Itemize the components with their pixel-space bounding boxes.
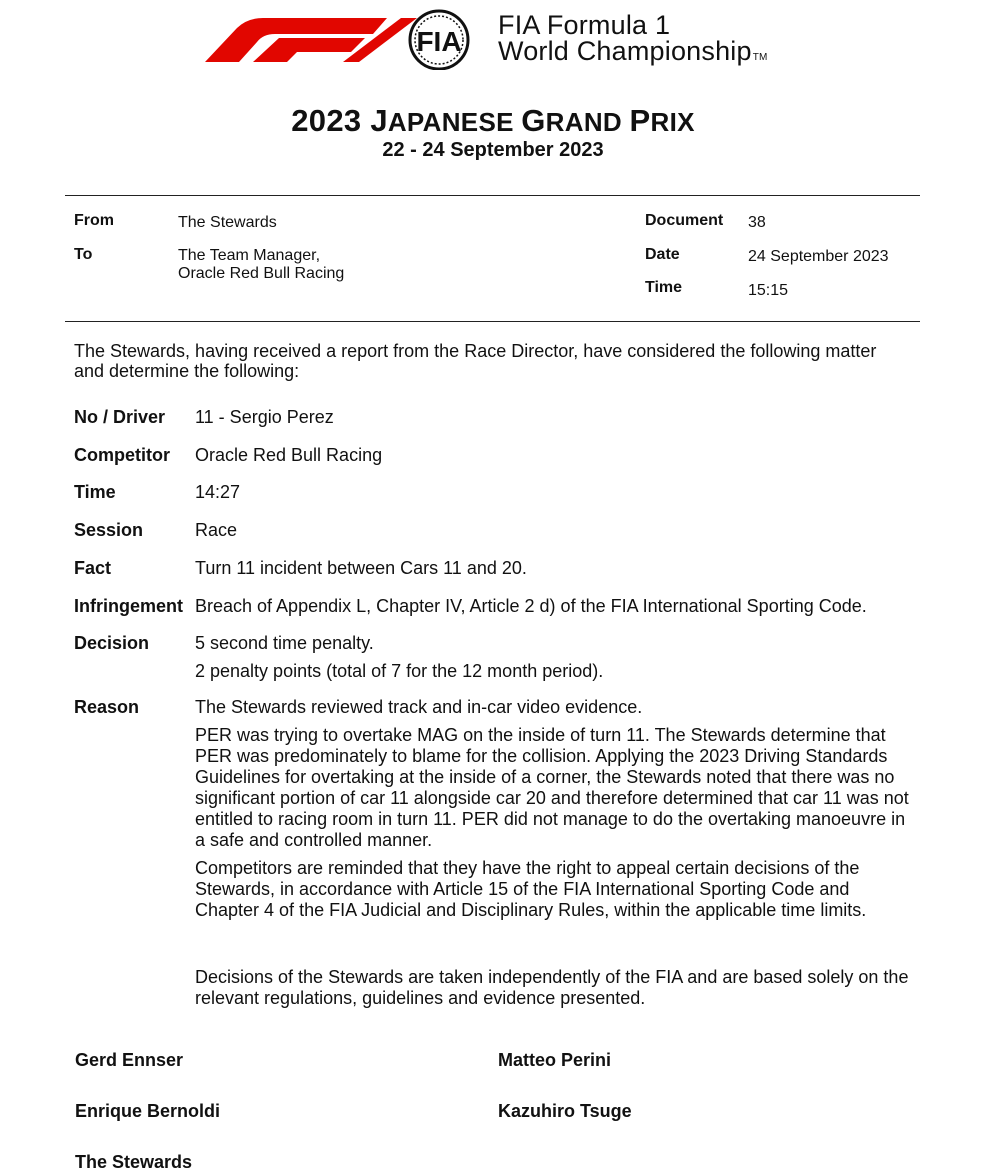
competitor-value: Oracle Red Bull Racing <box>195 445 383 465</box>
reason-value <box>195 697 909 921</box>
date-value: 24 September 2023 <box>748 248 889 265</box>
date-label: Date <box>645 246 680 263</box>
trademark: TM <box>752 52 768 63</box>
decision-line2: 2 penalty points (total of 7 for the 12 month period). <box>195 661 604 681</box>
brand-line1: FIA Formula 1 <box>498 10 671 40</box>
brand-line2: World Championship <box>498 36 752 66</box>
steward-name-2: Matteo Perini <box>498 1050 612 1070</box>
event-title: 2023 JAPANESE GRAND PRIX <box>291 103 695 138</box>
steward-name-1: Gerd Ennser <box>75 1050 184 1070</box>
steward-name-4: Kazuhiro Tsuge <box>498 1101 632 1121</box>
svg-text:FIA: FIA <box>416 26 462 57</box>
incident-time-value: 14:27 <box>195 482 241 502</box>
session-label: Session <box>74 520 144 540</box>
infringement-value: Breach of Appendix L, Chapter IV, Article 2 d) of the FIA International Sporting Code. <box>195 596 867 616</box>
session-value: Race <box>195 520 238 540</box>
fact-value: Turn 11 incident between Cars 11 and 20. <box>195 558 527 578</box>
decision-label: Decision <box>74 633 150 653</box>
from-value: The Stewards <box>178 214 277 231</box>
intro-text: The Stewards, having received a report from the Race Director, have considered the following matter and determine the following: <box>74 341 877 381</box>
to-value <box>178 247 344 283</box>
time-label: Time <box>645 279 683 296</box>
to-label: To <box>74 246 93 263</box>
fact-label: Fact <box>74 558 112 578</box>
fia-emblem-icon <box>410 11 468 69</box>
divider-bottom <box>65 321 920 322</box>
incident-time-label: Time <box>74 482 116 502</box>
document-label: Document <box>645 212 724 229</box>
competitor-label: Competitor <box>74 445 170 465</box>
infringement-label: Infringement <box>74 596 184 616</box>
decision-line1: 5 second time penalty. <box>195 633 374 653</box>
steward-name-3: Enrique Bernoldi <box>75 1101 221 1121</box>
stewards-signature-footer: The Stewards <box>75 1152 193 1172</box>
to-value-line2: Oracle Red Bull Racing <box>178 265 345 282</box>
divider-top <box>65 195 920 196</box>
brand-wordmark <box>498 12 768 71</box>
event-dates: 22 - 24 September 2023 <box>382 139 604 161</box>
reason-paragraph-3: Competitors are reminded that they have the right to appeal certain decisions of the Stewards, in accordance with Article 15 of the FIA International Sporting Code and Chapter 4 of the FIA Judicial and Disciplinary Rules, within the applicable time limits. <box>195 858 867 920</box>
to-value-line1: The Team Manager, <box>178 247 321 264</box>
reason-label: Reason <box>74 697 140 717</box>
decision-value <box>195 633 915 682</box>
document-value: 38 <box>748 214 766 231</box>
time-value: 15:15 <box>748 282 789 299</box>
reason-paragraph-1: The Stewards reviewed track and in-car video evidence. <box>195 697 643 717</box>
driver-label: No / Driver <box>74 407 166 427</box>
reason-paragraph-2: PER was trying to overtake MAG on the inside of turn 11. The Stewards determine that PER was predominately to blame for the collision. Applying the 2023 Driving Standards Guidelines for overtaking at the inside of a corner, the Stewards noted that there was no significant portion of car 11 alongside car 20 and therefore determined that car 11 was not entitled to racing room in turn 11. PER did not manage to do the overtaking manoeuvre in a safe and controlled manner. <box>195 725 909 850</box>
independence-note: Decisions of the Stewards are taken independently of the FIA and are based solely on the relevant regulations, guidelines and evidence presented. <box>195 967 909 1008</box>
from-label: From <box>74 212 114 229</box>
driver-value: 11 - Sergio Perez <box>195 407 334 427</box>
